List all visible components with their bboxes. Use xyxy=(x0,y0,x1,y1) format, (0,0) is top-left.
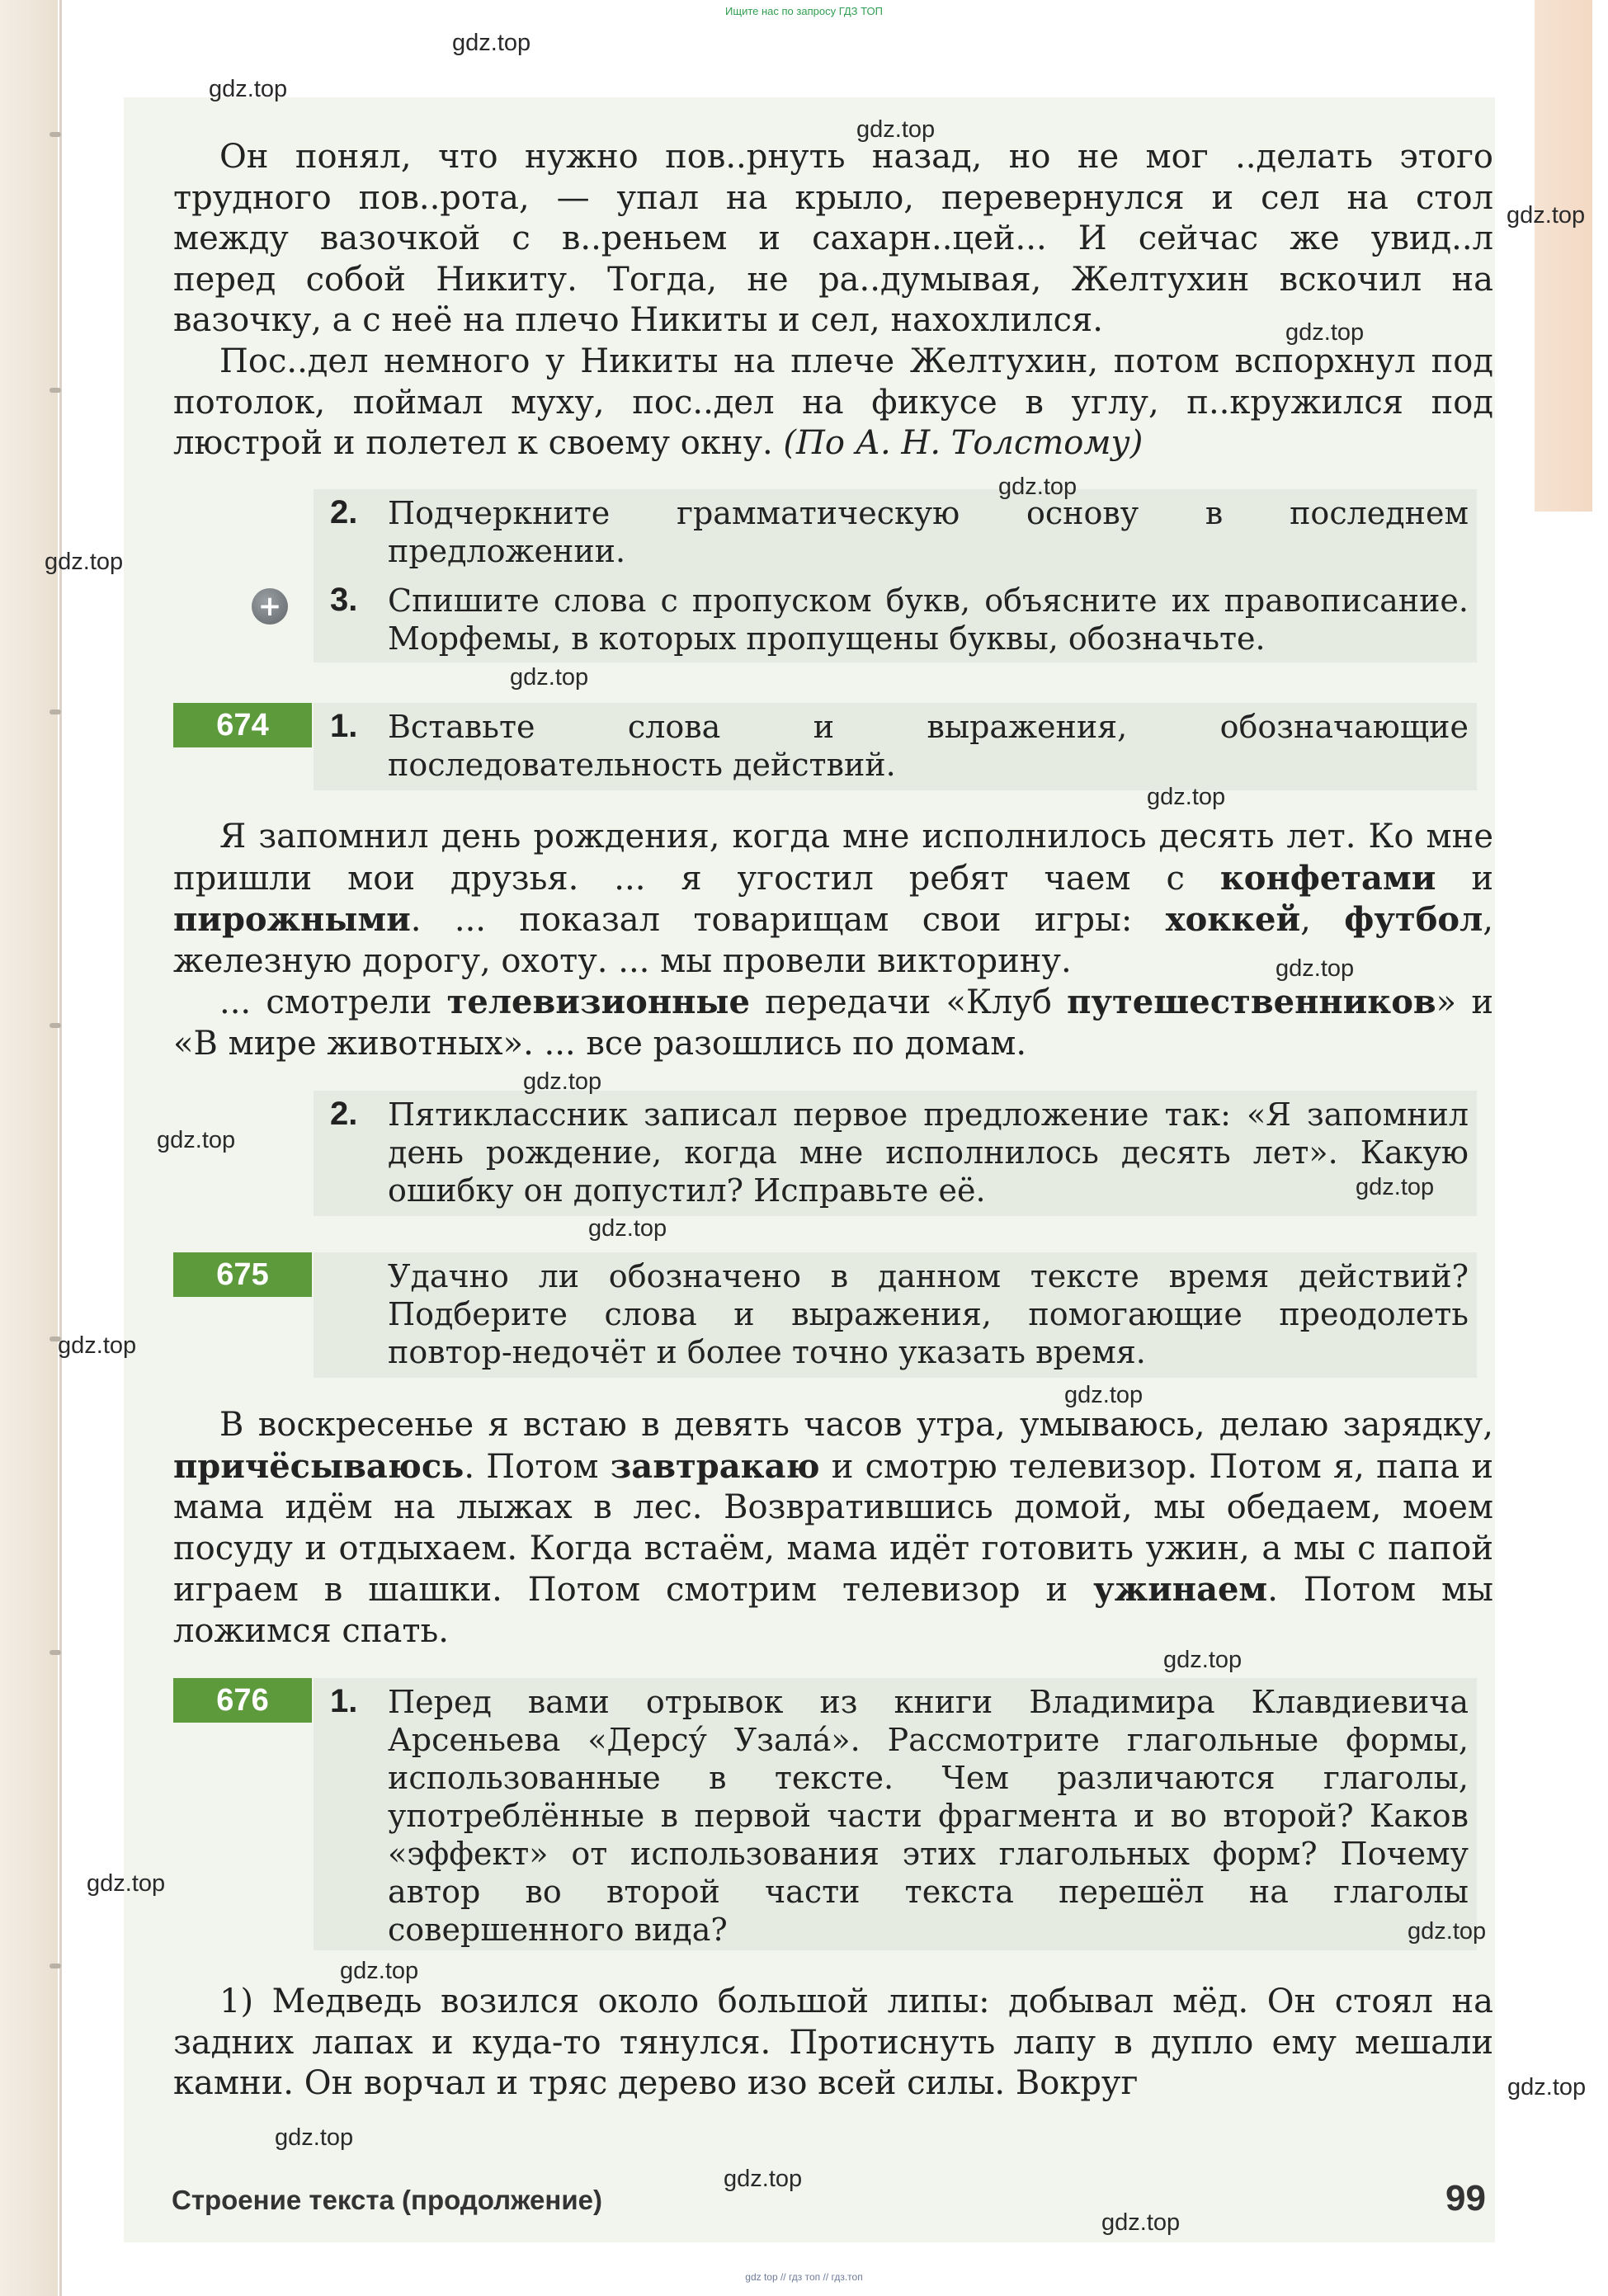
bold-word: футбол xyxy=(1344,900,1483,939)
paragraph-text: Пос..дел немного у Никиты на плече Желтухин, потом вспорхнул под потолок, поймал муху, пос..дел на фикусе в углу, п..кружился под люстрой и полетел к своему окну. xyxy=(173,342,1493,462)
watermark: gdz.top xyxy=(209,76,288,102)
task-676-1 xyxy=(314,1678,1477,1950)
text-run: , железную дорогу, охоту. ... мы провели викторину. xyxy=(173,901,1493,980)
watermark: gdz.top xyxy=(856,116,936,143)
binding-hole xyxy=(50,388,61,393)
text-paragraph-675 xyxy=(173,1405,1493,1652)
text-run: . ... показал товарищам свои игры: xyxy=(410,901,1133,939)
text-run: Я запомнил день рождения, когда мне исполнилось десять лет. Ко мне пришли мои друзья. ... я угостил ребят чаем с xyxy=(173,818,1493,898)
task-674-2 xyxy=(314,1091,1477,1216)
task-number: 1. xyxy=(330,1683,358,1719)
plus-circle-icon: + xyxy=(252,588,288,625)
bold-word: ужинаем xyxy=(1093,1570,1268,1609)
watermark: gdz.top xyxy=(1276,955,1355,982)
text-run: В воскресенье я встаю в девять часов утра, умываюсь, делаю зарядку, xyxy=(219,1406,1493,1444)
text-line: вазочку, а с неё на плечо Никиты и сел, нахохлился. xyxy=(173,301,1103,339)
text-run: , xyxy=(1300,901,1311,939)
watermark: gdz.top xyxy=(1356,1174,1435,1200)
exercise-number-675: 675 xyxy=(173,1252,312,1297)
page-edge xyxy=(1535,0,1592,512)
promo-bottom[interactable]: gdz top // гдз топ // гдз.топ xyxy=(745,2271,863,2283)
bold-word: завтракаю xyxy=(610,1446,820,1486)
text-run: . Потом мы ложимся спать. xyxy=(173,1571,1494,1650)
watermark: gdz.top xyxy=(1507,2074,1587,2100)
exercise-number-674: 674 xyxy=(173,703,312,747)
binding-hole xyxy=(50,132,61,137)
page-number: 99 xyxy=(1445,2178,1486,2218)
text-run: . Потом xyxy=(464,1447,599,1486)
text-line: между вазочкой с в..реньем и сахарн..цей... И сейчас же увид..л xyxy=(173,219,1493,257)
task-text: Спишите слова с пропуском букв, объясните их правописание. Морфемы, в которых пропущены буквы, обозначьте. xyxy=(388,582,1469,657)
text-paragraph-2 xyxy=(173,342,1493,464)
task-675 xyxy=(314,1252,1477,1378)
watermark: gdz.top xyxy=(275,2124,354,2151)
watermark: gdz.top xyxy=(1064,1382,1144,1408)
binding-hole xyxy=(50,710,61,714)
bold-word: хоккей xyxy=(1165,900,1301,939)
bold-word: путешественников xyxy=(1067,983,1436,1021)
text-run: передачи «Клуб xyxy=(765,983,1052,1021)
task-674-1 xyxy=(314,703,1477,790)
text-paragraph-1 xyxy=(173,137,1493,342)
bold-word: пирожными xyxy=(173,900,411,939)
watermark: gdz.top xyxy=(1408,1918,1487,1945)
footer-section-title: Строение текста (продолжение) xyxy=(172,2185,602,2215)
text-run: ... смотрели xyxy=(219,983,432,1021)
book-binding xyxy=(0,0,58,2296)
text-line: перед собой Никиту. Тогда, не ра..думывая, Желтухин вскочил на xyxy=(173,260,1493,299)
watermark: gdz.top xyxy=(45,549,124,575)
watermark: gdz.top xyxy=(998,474,1078,500)
task-number: 2. xyxy=(330,494,358,530)
task-number: 1. xyxy=(330,708,358,744)
text-line: трудного пов..рота, — упал на крыло, перевернулся и сел на стол xyxy=(173,178,1493,217)
task-number: 3. xyxy=(330,582,358,618)
text-paragraph-676: 1) Медведь возился около большой липы: добывал мёд. Он стоял на задних лапах и куда-то тянулся. Протиснуть лапу в дупло ему мешали камни. Он ворчал и тряс дерево изо всей силы. Вокруг xyxy=(173,1982,1493,2102)
watermark: gdz.top xyxy=(58,1332,137,1359)
watermark: gdz.top xyxy=(1507,202,1586,229)
binding-hole xyxy=(50,1023,61,1028)
exercise-number-676: 676 xyxy=(173,1678,312,1723)
text-run: и xyxy=(1471,859,1494,898)
watermark: gdz.top xyxy=(340,1958,419,1984)
promo-top[interactable]: Ищите нас по запросу ГДЗ ТОП xyxy=(725,5,883,17)
watermark: gdz.top xyxy=(1285,319,1365,346)
watermark: gdz.top xyxy=(157,1127,236,1153)
binding-line xyxy=(59,0,62,2296)
bold-word: телевизионные xyxy=(446,983,750,1021)
task-673-3 xyxy=(314,577,1477,662)
binding-hole xyxy=(50,1964,61,1968)
task-text: Перед вами отрывок из книги Владимира Клавдиевича Арсеньева «Дерсу́ Узала́». Рассмотрите глагольные формы, использованные в тексте. Чем различаются глаголы, употреблённые в первой части фрагмента и во второй? Каков «эффект» от использования этих глагольных форм? Почему автор во второй части текста перешёл на глаголы совершенного вида? xyxy=(388,1684,1469,1948)
text-line: Он понял, что нужно пов..рнуть назад, но не мог ..делать этого xyxy=(219,138,1493,176)
watermark: gdz.top xyxy=(1163,1647,1243,1673)
watermark: gdz.top xyxy=(510,664,589,691)
watermark: gdz.top xyxy=(724,2166,803,2192)
watermark: gdz.top xyxy=(1147,784,1226,810)
watermark: gdz.top xyxy=(1101,2209,1181,2236)
task-text: Удачно ли обозначено в данном тексте время действий? Подберите слова и выражения, помогающие преодолеть повтор-недочёт и более точно указать время. xyxy=(388,1258,1469,1370)
bold-word: причёсываюсь xyxy=(173,1446,464,1486)
task-673-2 xyxy=(314,489,1477,577)
binding-hole xyxy=(50,1650,61,1655)
text-paragraph-674-2 xyxy=(173,982,1493,1064)
task-text: Вставьте слова и выражения, обозначающие последовательность действий. xyxy=(388,709,1469,783)
task-text: Подчеркните грамматическую основу в последнем предложении. xyxy=(388,495,1469,569)
text-run: » и «В мире животных». ... все разошлись по домам. xyxy=(173,983,1493,1063)
watermark: gdz.top xyxy=(588,1215,667,1242)
task-number: 2. xyxy=(330,1096,358,1132)
source-attribution: (По А. Н. Толстому) xyxy=(783,424,1144,462)
watermark: gdz.top xyxy=(523,1068,602,1095)
task-text: Пятиклассник записал первое предложение так: «Я запомнил день рождение, когда мне исполнилось десять лет». Какую ошибку он допустил? Исправьте её. xyxy=(388,1096,1469,1209)
watermark: gdz.top xyxy=(452,30,531,56)
watermark: gdz.top xyxy=(87,1870,166,1897)
text-run: и смотрю телевизор. Потом я, папа и мама идём на лыжах в лес. Возвратившись домой, мы обедаем, моем посуду и отдыхаем. Когда встаём, мама идёт готовить ужин, а мы с папой играем в шашки. Потом смотрим телевизор и xyxy=(173,1447,1493,1609)
bold-word: конфетами xyxy=(1219,858,1436,898)
